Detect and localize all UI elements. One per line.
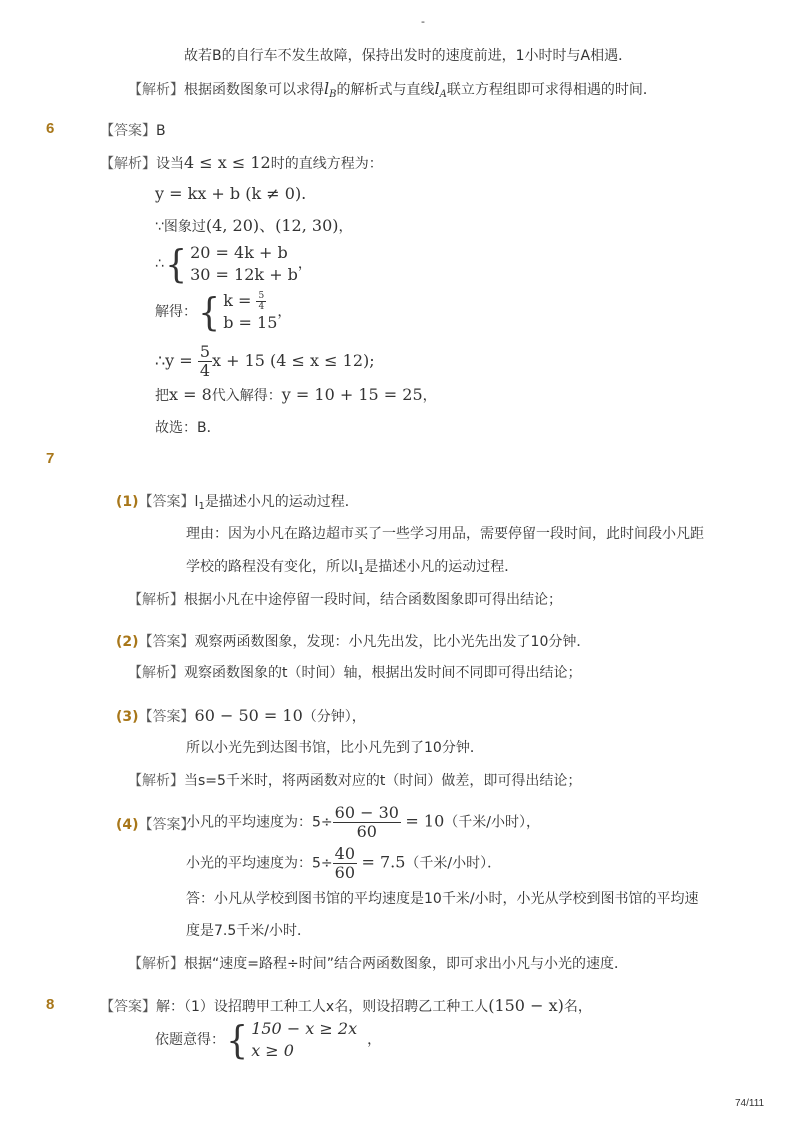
answer-tag: 【答案】 — [138, 709, 195, 725]
answer-tag: 【答案】 — [138, 634, 195, 650]
q7-part1-reason-line2: 学校的路程没有变化，所以$l_1$是描述小凡的运动过程． — [186, 559, 519, 577]
q6-analysis-line1: 【解析】设当4 ≤ x ≤ 12时的直线方程为： — [100, 153, 383, 172]
question-number-8: 8 — [46, 996, 55, 1013]
q6-substitute: 把x = 8代入解得：y = 10 + 15 = 25， — [155, 385, 437, 404]
analysis-tag: 【解析】 — [128, 592, 184, 608]
brace-symbol: { — [198, 290, 220, 334]
analysis-tag: 【解析】 — [128, 956, 184, 972]
q7-part1-analysis: 【解析】根据小凡在中途停留一段时间，结合函数图象即可得出结论； — [128, 592, 562, 608]
answer-tag: 【答案】 — [100, 123, 156, 139]
page-number: 74/111 — [735, 1098, 765, 1109]
q6-solution: 解得： { k = $\frac{5}{4}$ b = 15 ， — [155, 290, 292, 334]
q7-part1-reason-line1: 理由：因为小凡在路边超市买了一些学习用品，需要停留一段时间，此时间段小凡距 — [186, 526, 704, 542]
q6-line-equation: y = kx + b (k ≠ 0). — [155, 184, 307, 203]
q5-conclusion: 故若B的自行车不发生故障，保持出发时的速度前进，1小时时与A相遇． — [184, 48, 633, 64]
analysis-tag: 【解析】 — [128, 82, 184, 98]
q6-result-function: ∴y = $\frac{5}{4}$ x + 15 (4 ≤ x ≤ 12); — [155, 342, 375, 380]
q6-points: ∵图象过(4, 20)、(12, 30)， — [155, 216, 353, 235]
q8-answer-line1: 【答案】解：（1）设招聘甲工种工人x名，则设招聘乙工种工人(150 − x)名， — [100, 996, 592, 1015]
q7-part4-answer-line2: 度是7.5千米/小时． — [186, 923, 311, 939]
q7-part2-analysis: 【解析】观察函数图象的t（时间）轴，根据出发时间不同即可得出结论； — [128, 665, 582, 681]
q7-part4-xiaofan-speed: 小凡的平均速度为：5÷ $\frac{60 - 30}{60}$ = 10（千米/小时）， — [186, 803, 540, 841]
q7-part3-answer: (3)【答案】60 − 50 = 10（分钟）， — [116, 706, 366, 725]
answer-tag: 【答案】 — [138, 817, 195, 833]
brace-symbol: { — [165, 242, 187, 286]
question-number-7: 7 — [46, 450, 55, 467]
q6-answer: 【答案】B — [100, 123, 166, 139]
question-number-6: 6 — [46, 120, 55, 137]
q7-part1-answer: (1)【答案】$l_1$是描述小凡的运动过程． — [116, 494, 359, 512]
analysis-tag: 【解析】 — [128, 773, 184, 789]
q7-part3-conclusion: 所以小光先到达图书馆，比小凡先到了10分钟． — [186, 740, 484, 756]
q7-part4-xiaoguang-speed: 小光的平均速度为：5÷ $\frac{40}{60}$ = 7.5（千米/小时）． — [186, 844, 502, 882]
analysis-tag: 【解析】 — [100, 156, 156, 172]
q7-part4-number-tag: (4)【答案】 — [116, 817, 195, 833]
answer-tag: 【答案】 — [100, 999, 156, 1015]
analysis-tag: 【解析】 — [128, 665, 184, 681]
q7-part2-answer: (2)【答案】观察两函数图象，发现：小凡先出发，比小光先出发了10分钟． — [116, 634, 591, 650]
q7-part3-analysis: 【解析】当s=5千米时，将两函数对应的t（时间）做差，即可得出结论； — [128, 773, 582, 789]
q8-inequality-system: 依题意得： { 150 − x ≥ 2x x ≥ 0 ， — [155, 1018, 382, 1062]
answer-tag: 【答案】 — [138, 494, 195, 510]
q7-part4-answer-line1: 答：小凡从学校到图书馆的平均速度是10千米/小时，小光从学校到图书馆的平均速 — [186, 891, 699, 907]
q7-part4-analysis: 【解析】根据“速度=路程÷时间”结合两函数图象，即可求出小凡与小光的速度． — [128, 956, 628, 972]
header-mark: - — [421, 15, 425, 28]
q6-choice: 故选：B． — [155, 420, 221, 436]
brace-symbol: { — [226, 1018, 248, 1062]
q6-system: ∴ { 20 = 4k + b 30 = 12k + b ， — [155, 242, 312, 286]
q5-analysis: 【解析】根据函数图象可以求得$l_B$的解析式与直线$l_A$联立方程组即可求得相遇的时间． — [128, 79, 657, 100]
